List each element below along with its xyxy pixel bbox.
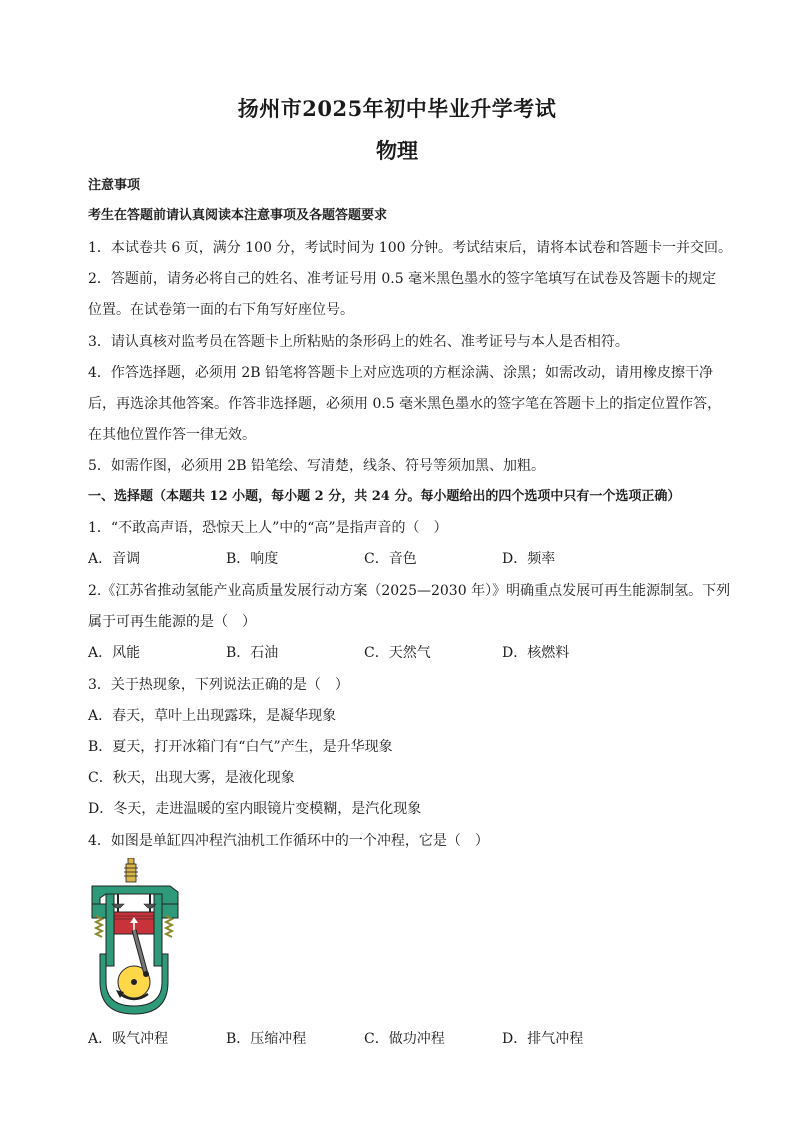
exam-subject: 物理 [376,138,418,163]
question-2-option-d: D．核燃料 [502,645,570,661]
cylinder-head [92,886,178,904]
question-4-stem: 4．如图是单缸四冲程汽油机工作循环中的一个冲程，它是（ ） [88,833,489,849]
question-4-option-b: B．压缩冲程 [226,1031,307,1047]
engine-cylinder-figure [90,858,195,1018]
section-heading: 一、选择题（本题共 12 小题，每小题 2 分，共 24 分。每小题给出的四个选项中只有一个选项正确） [88,489,681,504]
question-4-option-c: C．做功冲程 [364,1031,445,1047]
notice-item: 1．本试卷共 6 页，满分 100 分，考试时间为 100 分钟。考试结束后，请将本试卷和答题卡一并交回。 [88,240,732,256]
question-4-option-a: A．吸气冲程 [88,1031,169,1047]
question-3-option-d: D．冬天，走进温暖的室内眼镜片变模糊，是汽化现象 [88,801,422,817]
question-3-option-a: A．春天，草叶上出现露珠，是凝华现象 [88,708,337,724]
notice-item: 后，再选涂其他答案。作答非选择题，必须用 0.5 毫米黑色墨水的签字笔在答题卡上的指定位置作答， [88,396,722,412]
valve-spring-left [96,916,102,937]
question-1-option-b: B．响度 [226,551,279,567]
notice-item: 4．作答选择题，必须用 2B 铅笔将答题卡上对应选项的方框涂满、涂黑；如需改动，请用橡皮擦干净 [88,365,714,381]
question-2-option-a: A．风能 [88,645,141,661]
exam-title: 扬州市2025年初中毕业升学考试 [237,96,557,121]
question-1-stem: 1．“不敢高声语，恐惊天上人”中的“高”是指声音的（ ） [88,520,448,536]
engine-diagram [90,858,195,1018]
notice-item: 在其他位置作答一律无效。 [88,427,256,443]
question-2-stem: 2.《江苏省推动氢能产业高质量发展行动方案（2025—2030 年）》明确重点发展可再生能源制氢。下列 [88,583,731,599]
question-3-option-c: C．秋天，出现大雾，是液化现象 [88,770,295,786]
notice-heading: 注意事项 [88,178,141,193]
spark-plug-tip [128,858,134,864]
notice-item: 2．答题前，请务必将自己的姓名、准考证号用 0.5 毫米黑色墨水的签字笔填写在试卷及答题卡的规定 [88,271,717,287]
notice-subheading: 考生在答题前请认真阅读本注意事项及各题答题要求 [88,208,388,223]
question-3-option-b: B．夏天，打开冰箱门有“白气”产生，是升华现象 [88,739,393,755]
question-1-option-a: A．音调 [88,551,141,567]
question-1-option-c: C．音色 [364,551,417,567]
notice-item: 3．请认真核对监考员在答题卡上所粘贴的条形码上的姓名、准考证号与本人是否相符。 [88,334,629,350]
question-4-option-d: D．排气冲程 [502,1031,584,1047]
question-2-option-c: C．天然气 [364,645,431,661]
question-2-stem-cont: 属于可再生能源的是（ ） [88,614,256,630]
question-3-stem: 3．关于热现象，下列说法正确的是（ ） [88,677,349,693]
spark-plug [126,864,136,882]
notice-item: 位置。在试卷第一面的右下角写好座位号。 [88,302,354,318]
notice-item: 5．如需作图，必须用 2B 铅笔绘、写清楚，线条、符号等须加黑、加粗。 [88,458,546,474]
question-2-option-b: B．石油 [226,645,279,661]
question-1-option-d: D．频率 [502,551,556,567]
valve-spring-right [166,916,172,937]
